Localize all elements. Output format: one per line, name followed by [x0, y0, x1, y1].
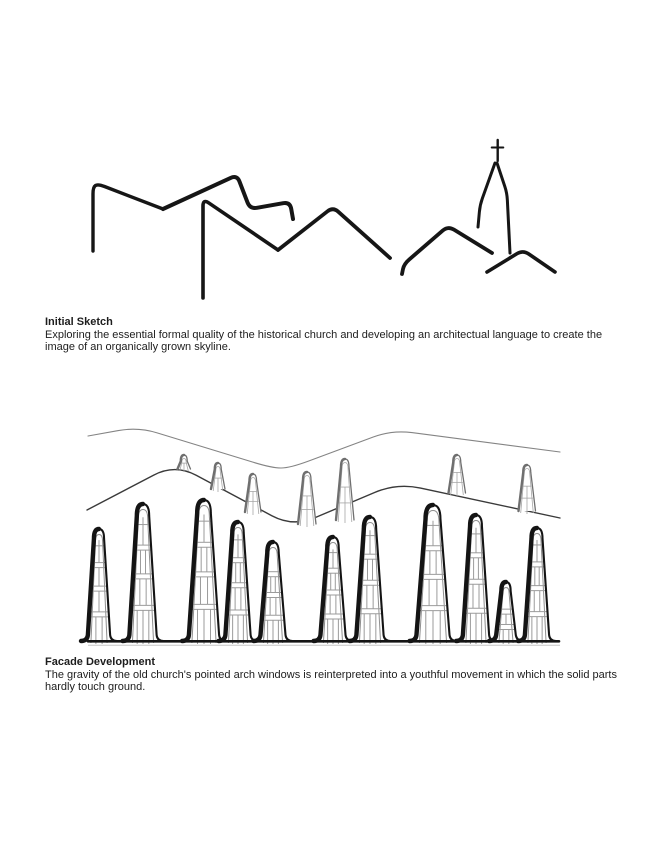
facade-development-body: The gravity of the old church's pointed arch windows is reinterpreted into a youthful movement in which the solid parts hardly touch ground.	[45, 669, 617, 694]
initial-sketch-body: Exploring the essential formal quality of the historical church and developing an architectual language to create the image of an organically grown skyline.	[45, 329, 603, 354]
initial-sketch-title: Initial Sketch	[45, 316, 113, 328]
initial-sketch-drawing	[60, 130, 580, 315]
initial-sketch-caption	[45, 316, 625, 353]
facade-development-drawing	[60, 412, 580, 654]
facade-development-figure	[60, 412, 580, 654]
facade-development-title: Facade Development	[45, 656, 156, 668]
facade-development-caption	[45, 656, 625, 693]
initial-sketch-figure	[60, 130, 580, 315]
